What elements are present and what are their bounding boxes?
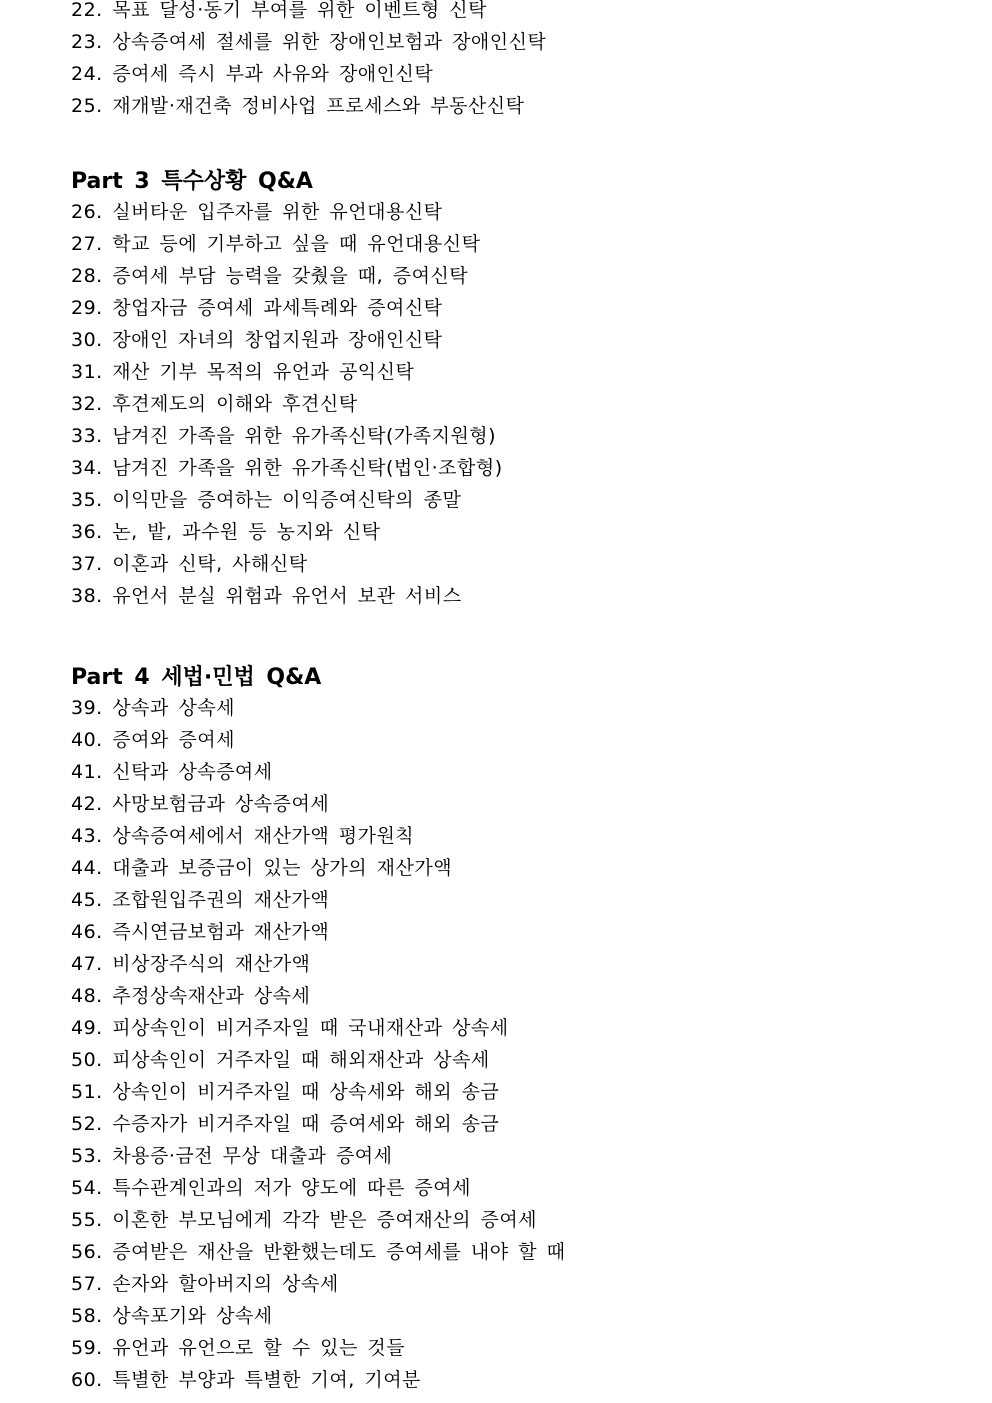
toc-item: 53. 차용증·금전 무상 대출과 증여세 (71, 1145, 393, 1167)
table-of-contents (71, 0, 951, 1400)
toc-item: 41. 신탁과 상속증여세 (71, 761, 273, 783)
toc-item: 51. 상속인이 비거주자일 때 상속세와 해외 송금 (71, 1081, 500, 1103)
toc-item: 44. 대출과 보증금이 있는 상가의 재산가액 (71, 857, 453, 879)
toc-item: 30. 장애인 자녀의 창업지원과 장애인신탁 (71, 329, 443, 351)
toc-item: 35. 이익만을 증여하는 이익증여신탁의 종말 (71, 489, 462, 511)
toc-item: 23. 상속증여세 절세를 위한 장애인보험과 장애인신탁 (71, 31, 547, 53)
toc-item: 25. 재개발·재건축 정비사업 프로세스와 부동산신탁 (71, 95, 525, 117)
toc-item: 55. 이혼한 부모님에게 각각 받은 증여재산의 증여세 (71, 1209, 538, 1231)
toc-item: 33. 남겨진 가족을 위한 유가족신탁(가족지원형) (71, 425, 497, 447)
part3-title: Part 3 특수상황 Q&A (71, 169, 313, 194)
toc-item: 39. 상속과 상속세 (71, 697, 235, 719)
spacer (71, 126, 951, 164)
toc-item: 31. 재산 기부 목적의 유언과 공익신탁 (71, 361, 415, 383)
toc-item: 22. 목표 달성·동기 부여를 위한 이벤트형 신탁 (71, 0, 488, 21)
toc-item: 54. 특수관계인과의 저가 양도에 따른 증여세 (71, 1177, 471, 1199)
toc-item: 42. 사망보험금과 상속증여세 (71, 793, 330, 815)
toc-item: 46. 즉시연금보험과 재산가액 (71, 921, 330, 943)
spacer (71, 616, 951, 660)
toc-item: 38. 유언서 분실 위험과 유언서 보관 서비스 (71, 585, 462, 607)
section-continued (71, 0, 951, 126)
toc-item: 49. 피상속인이 비거주자일 때 국내재산과 상속세 (71, 1017, 509, 1039)
part4-title: Part 4 세법·민법 Q&A (71, 665, 322, 690)
toc-item: 28. 증여세 부담 능력을 갖췄을 때, 증여신탁 (71, 265, 469, 287)
part4-section (71, 660, 951, 1400)
toc-item: 52. 수증자가 비거주자일 때 증여세와 해외 송금 (71, 1113, 500, 1135)
toc-item: 24. 증여세 즉시 부과 사유와 장애인신탁 (71, 63, 434, 85)
toc-item: 34. 남겨진 가족을 위한 유가족신탁(법인·조합형) (71, 457, 503, 479)
toc-item: 26. 실버타운 입주자를 위한 유언대용신탁 (71, 201, 443, 223)
toc-item: 50. 피상속인이 거주자일 때 해외재산과 상속세 (71, 1049, 490, 1071)
toc-item: 43. 상속증여세에서 재산가액 평가원칙 (71, 825, 415, 847)
toc-item: 37. 이혼과 신탁, 사해신탁 (71, 553, 308, 575)
toc-item: 60. 특별한 부양과 특별한 기여, 기여분 (71, 1369, 421, 1391)
toc-item: 29. 창업자금 증여세 과세특례와 증여신탁 (71, 297, 443, 319)
toc-item: 45. 조합원입주권의 재산가액 (71, 889, 330, 911)
toc-item: 48. 추정상속재산과 상속세 (71, 985, 311, 1007)
toc-item: 36. 논, 밭, 과수원 등 농지와 신탁 (71, 521, 381, 543)
toc-item: 32. 후견제도의 이해와 후견신탁 (71, 393, 358, 415)
toc-item: 57. 손자와 할아버지의 상속세 (71, 1273, 339, 1295)
toc-item: 59. 유언과 유언으로 할 수 있는 것들 (71, 1337, 406, 1359)
toc-item: 58. 상속포기와 상속세 (71, 1305, 273, 1327)
toc-item: 40. 증여와 증여세 (71, 729, 235, 751)
toc-item: 56. 증여받은 재산을 반환했는데도 증여세를 내야 할 때 (71, 1241, 566, 1263)
toc-item: 47. 비상장주식의 재산가액 (71, 953, 311, 975)
part3-section (71, 164, 951, 616)
toc-item: 27. 학교 등에 기부하고 싶을 때 유언대용신탁 (71, 233, 481, 255)
